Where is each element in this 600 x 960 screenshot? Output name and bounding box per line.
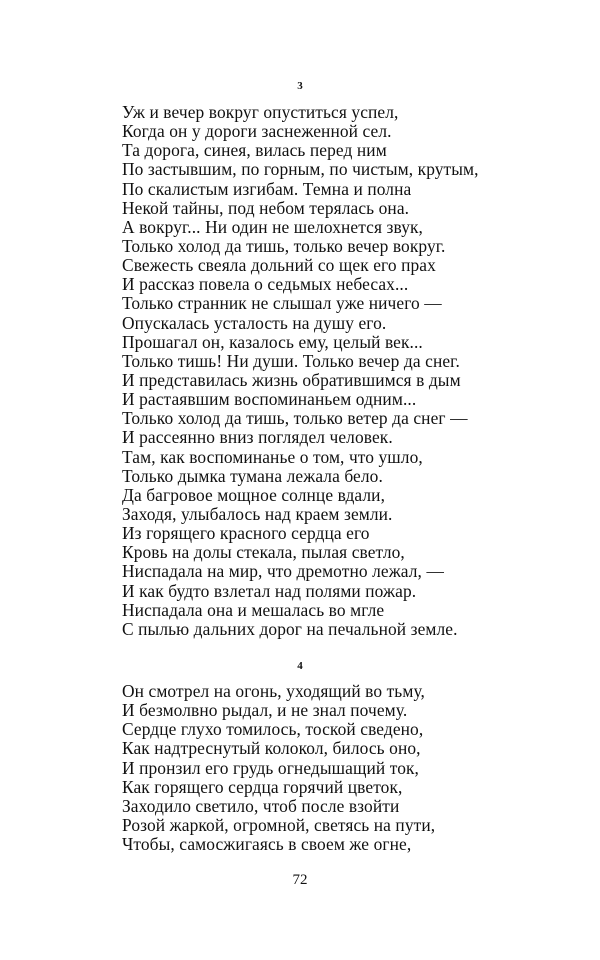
poem-line: Только странник не слышал уже ничего — [122, 293, 442, 314]
poem-line: Уж и вечер вокруг опуститься успел, [122, 102, 399, 122]
poem-line: Сердце глухо томилось, тоской сведено, [122, 719, 424, 740]
poem-line: Та дорога, синея, вилась перед ним [122, 140, 387, 161]
poem-line: Только тишь! Ни души. Только вечер да снег. [122, 350, 460, 371]
poem-line: И пронзил его грудь огнедышащий ток, [122, 757, 419, 778]
poem-line: Ниспадала она и мешалась во мгле [122, 599, 385, 620]
poem-line: А вокруг... Ни один не шелохнется звук, [122, 216, 423, 237]
section-number: 3 [297, 80, 303, 92]
poem-line: Свежесть свеяла дольний со щек его прах [122, 255, 436, 276]
poem-line: Только холод да тишь, только вечер вокруг. [122, 235, 446, 256]
poem-line: Ниспадала на мир, что дремотно лежал, — [122, 561, 444, 582]
poem-line: Там, как воспоминанье о том, что ушло, [122, 446, 423, 467]
poem-line: Прошагал он, казалось ему, целый век... [122, 331, 423, 352]
poem-line: Из горящего красного сердца его [122, 523, 370, 544]
poem-line: Как надтреснутый колокол, билось оно, [122, 738, 421, 759]
poem-line: Когда он у дороги заснеженной сел. [122, 121, 392, 142]
poem-line: И рассказ повела о седьмых небесах... [122, 274, 409, 295]
poem-line: Кровь на долы стекала, пылая светло, [122, 542, 405, 563]
poem-line: По застывшим, по горным, по чистым, крутым, [122, 159, 479, 180]
poem-stanza-3 [122, 103, 479, 639]
poem-line: Он смотрел на огонь, уходящий во тьму, [122, 681, 425, 701]
poem-line: И как будто взлетал над полями пожар. [122, 580, 417, 601]
poem-line: По скалистым изгибам. Темна и полна [122, 178, 412, 199]
poem-line: Опускалась усталость на душу его. [122, 312, 387, 333]
poem-line: Некой тайны, под небом терялась она. [122, 197, 410, 218]
poem-line: Чтобы, самосжигаясь в своем же огне, [122, 834, 412, 855]
poem-line: Как горящего сердца горячий цветок, [122, 776, 403, 797]
poem-line: С пылью дальних дорог на печальной земле. [122, 618, 458, 639]
poem-line: Да багровое мощное солнце вдали, [122, 484, 386, 505]
poem-line: И представилась жизнь обратившимся в дым [122, 369, 461, 390]
poem-line: И рассеянно вниз поглядел человек. [122, 427, 393, 448]
page-number: 72 [292, 872, 308, 888]
poem-line: Заходя, улыбалось над краем земли. [122, 503, 393, 524]
poem-stanza-4 [122, 682, 435, 854]
poem-line: Заходило светило, чтоб после взойти [122, 795, 400, 816]
poem-line: И растаявшим воспоминаньем одним... [122, 389, 417, 410]
poem-line: Розой жаркой, огромной, светясь на пути, [122, 814, 436, 835]
poem-line: Только дымка тумана лежала бело. [122, 465, 383, 486]
poem-line: И безмолвно рыдал, и не знал почему. [122, 700, 408, 721]
poem-line: Только холод да тишь, только ветер да снег — [122, 408, 468, 429]
section-number: 4 [297, 660, 303, 672]
